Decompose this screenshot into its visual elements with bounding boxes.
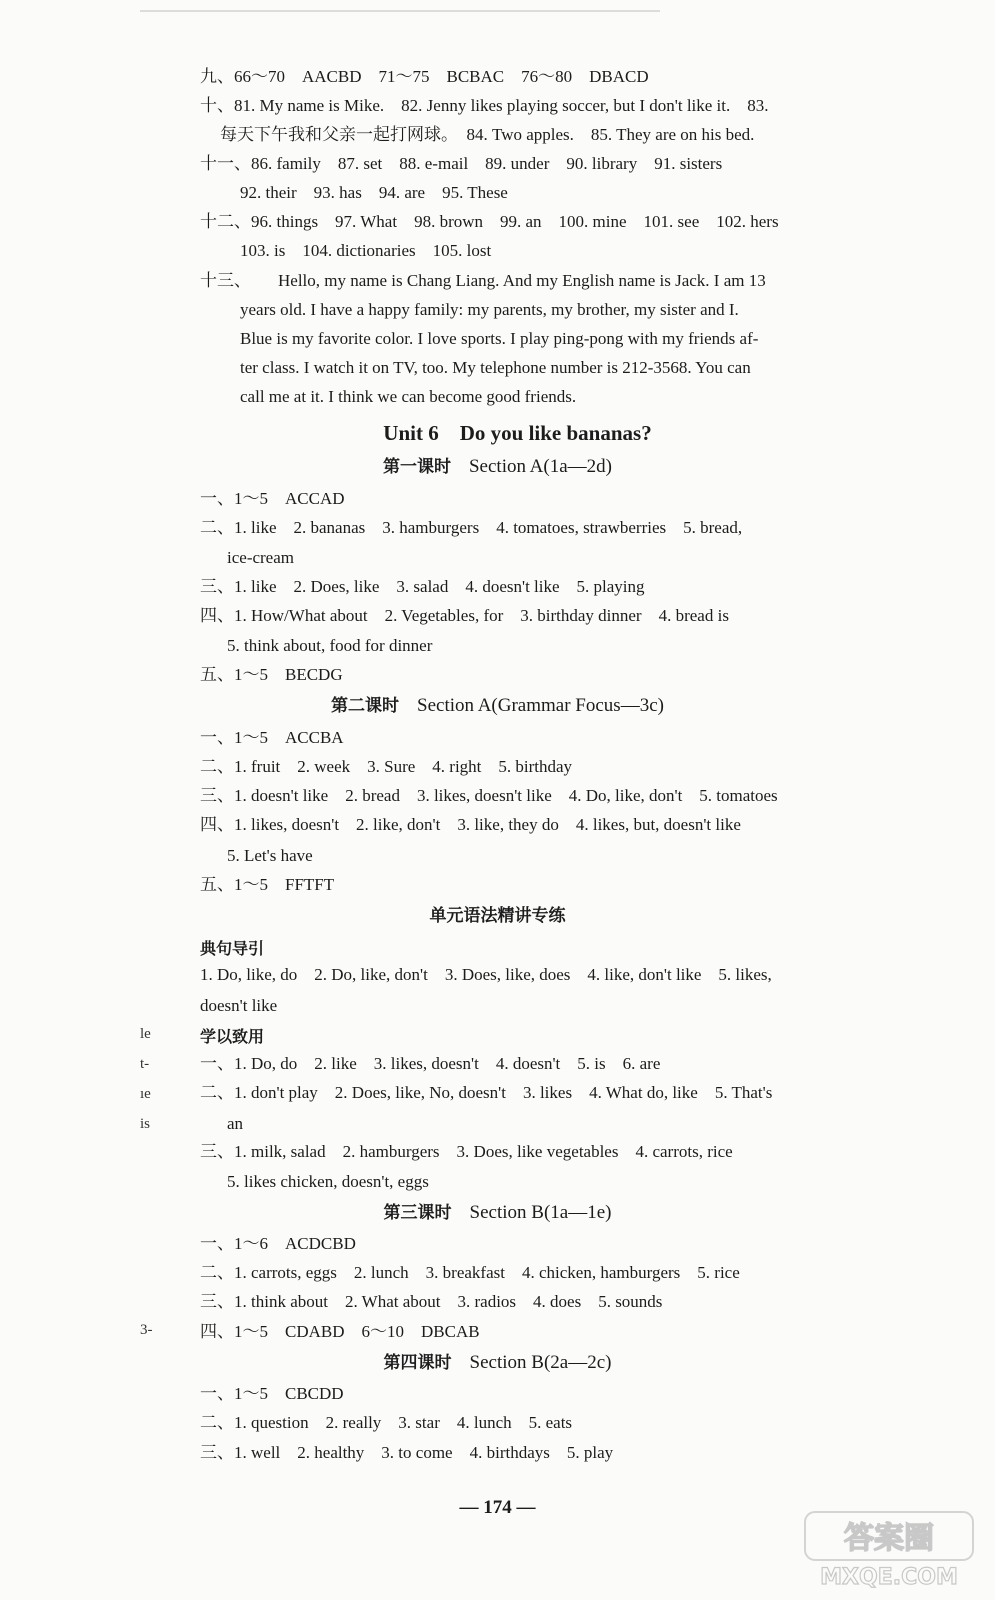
answer-line: 一、1～5 ACCBA [200,728,344,747]
margin-fragment: t- [140,1056,150,1072]
answer-line: 5. Let's have [227,846,313,865]
answer-line: 九、66～70 AACBD 71～75 BCBAC 76～80 DBACD [200,67,649,86]
grammar-sub-heading: 学以致用 [200,1027,265,1046]
margin-fragment: 3- [140,1322,153,1338]
lesson-3-en: Section B(1a—1e) [469,1202,612,1223]
answer-line: 四、1. likes, doesn't 2. like, don't 3. like, they do 4. likes, but, doesn't like [200,815,741,834]
page-number: — 174 — [459,1497,536,1518]
unit-title: Unit 6 Do you like bananas? [383,421,652,445]
answer-line: 五、1～5 FFTFT [200,875,335,894]
answer-line: 5. likes chicken, doesn't, eggs [227,1172,429,1191]
essay-label: 十三、 [200,271,251,290]
lesson-4-title [0,1351,995,1375]
answer-line: 三、1. like 2. Does, like 3. salad 4. doesn't like 5. playing [200,577,645,596]
grammar-title-text: 单元语法精讲专练 [429,906,566,926]
answer-line: 三、1. milk, salad 2. hamburgers 3. Does, like vegetables 4. carrots, rice [200,1142,733,1161]
watermark-icon [799,1508,979,1590]
lesson-1-title [0,455,995,479]
answer-line: 一、1～6 ACDCBD [200,1234,356,1253]
answer-line: 二、1. question 2. really 3. star 4. lunch 5. eats [200,1413,573,1432]
answer-line: 1. Do, like, do 2. Do, like, don't 3. Does, like, does 4. like, don't like 5. likes, [200,965,772,984]
lesson-2-cn: 第二课时 [331,696,400,716]
answer-line: 五、1～5 BECDG [200,665,343,684]
margin-fragment: le [140,1026,151,1042]
lesson-2-en: Section A(Grammar Focus—3c) [417,695,664,716]
answer-line: 四、1. How/What about 2. Vegetables, for 3. birthday dinner 4. bread is [200,606,729,625]
lesson-4-en: Section B(2a—2c) [469,1352,612,1373]
essay-line: Hello, my name is Chang Liang. And my English name is Jack. I am 13 [278,271,766,290]
answer-line: 十、81. My name is Mike. 82. Jenny likes playing soccer, but I don't like it. 83. [200,96,769,115]
answer-line: 十二、96. things 97. What 98. brown 99. an 100. mine 101. see 102. hers [200,212,779,231]
lesson-1-cn: 第一课时 [382,457,451,477]
grammar-sub-heading: 典句导引 [200,939,265,958]
answer-line: 一、1～5 ACCAD [200,489,345,508]
margin-fragment: is [140,1116,151,1132]
answer-line: 二、1. carrots, eggs 2. lunch 3. breakfast 4. chicken, hamburgers 5. rice [200,1263,740,1282]
answer-line: 5. think about, food for dinner [227,636,433,655]
essay-line: ter class. I watch it on TV, too. My telephone number is 212-3568. You can [240,358,751,377]
essay-line: years old. I have a happy family: my parents, my brother, my sister and I. [240,300,739,319]
answer-line: 二、1. fruit 2. week 3. Sure 4. right 5. birthday [200,757,573,776]
grammar-title [0,904,995,928]
lesson-1-en: Section A(1a—2d) [468,456,612,477]
margin-fragment: ıe [140,1086,151,1102]
answer-line: 92. their 93. has 94. are 95. These [240,183,508,202]
answer-line: 一、1. Do, do 2. like 3. likes, doesn't 4. doesn't 5. is 6. are [200,1054,661,1073]
watermark-logo [799,1508,979,1590]
answer-line: 三、1. think about 2. What about 3. radios 4. does 5. sounds [200,1292,663,1311]
svg-text:答案圈: 答案圈 [844,1521,934,1556]
answer-line: 103. is 104. dictionaries 105. lost [240,241,492,260]
answer-line: 十一、86. family 87. set 88. e-mail 89. under 90. library 91. sisters [200,154,723,173]
answer-line: doesn't like [200,996,278,1015]
answer-line: 二、1. don't play 2. Does, like, No, doesn't 3. likes 4. What do, like 5. That's [200,1083,773,1102]
answer-line: 每天下午我和父亲一起打网球。 84. Two apples. 85. They are on his bed. [220,125,755,144]
answer-line: 三、1. well 2. healthy 3. to come 4. birthdays 5. play [200,1443,614,1462]
answer-line: ice-cream [227,548,294,567]
essay-line: Blue is my favorite color. I love sports. I play ping-pong with my friends af- [240,329,759,348]
answer-line: an [227,1114,244,1133]
svg-text:MXQE.COM: MXQE.COM [820,1565,958,1590]
lesson-4-cn: 第四课时 [383,1353,452,1373]
answer-line: 一、1～5 CBCDD [200,1384,344,1403]
answer-line: 四、1～5 CDABD 6～10 DBCAB [200,1322,480,1341]
answer-line: 二、1. like 2. bananas 3. hamburgers 4. tomatoes, strawberries 5. bread, [200,518,743,537]
answer-line: 三、1. doesn't like 2. bread 3. likes, doesn't like 4. Do, like, don't 5. tomatoes [200,786,778,805]
lesson-2-title [0,694,995,718]
lesson-3-cn: 第三课时 [383,1203,452,1223]
essay-line: call me at it. I think we can become good friends. [240,387,577,406]
lesson-3-title [0,1201,995,1225]
